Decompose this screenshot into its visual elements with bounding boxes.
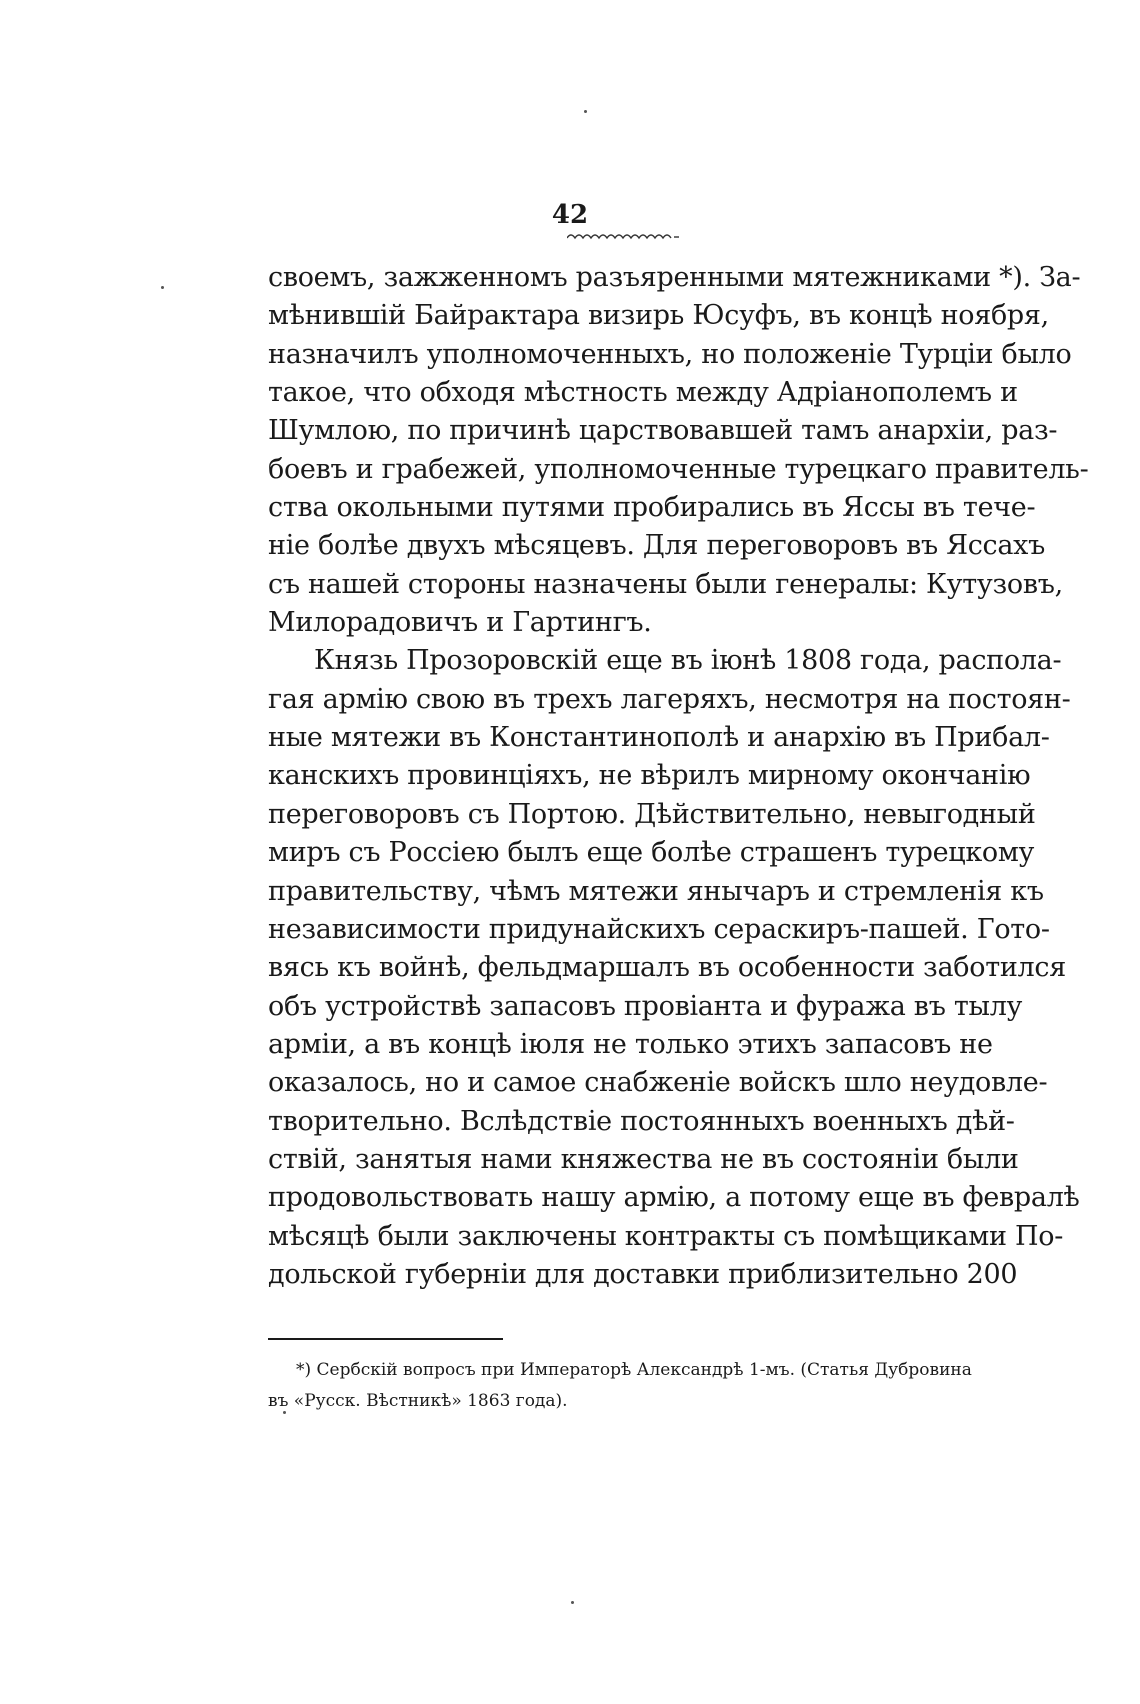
scan-speck	[161, 286, 164, 289]
text-line: дольской губерніи для доставки приблизительно 200	[268, 1258, 1018, 1290]
scan-speck	[584, 110, 587, 113]
page-number: 42	[551, 200, 589, 230]
text-line: ные мятежи въ Константинополѣ и анархію въ Прибал-	[268, 722, 1050, 754]
text-line: продовольствовать нашу армію, а потому еще въ февралѣ	[268, 1182, 1080, 1214]
text-line: мѣнившій Байрактара визирь Юсуфъ, въ концѣ ноября,	[268, 300, 1049, 332]
text-line: Милорадовичъ и Гартингъ.	[268, 607, 652, 639]
body-text	[268, 259, 1089, 1294]
footnote-line: *) Сербскій вопросъ при Императорѣ Александрѣ 1-мъ. (Статья Дубровина	[296, 1360, 972, 1380]
text-line: объ устройствѣ запасовъ провіанта и фуража въ тылу	[268, 990, 1023, 1022]
text-line: творительно. Вслѣдствіе постоянныхъ военныхъ дѣй-	[268, 1105, 1015, 1137]
text-line: гая армію свою въ трехъ лагеряхъ, несмотря на постоян-	[268, 683, 1071, 715]
text-line: съ нашей стороны назначены были генералы: Кутузовъ,	[268, 568, 1063, 600]
text-line: своемъ, зажженномъ разъяренными мятежниками *). За-	[268, 262, 1081, 293]
text-line: Шумлою, по причинѣ царствовавшей тамъ анархіи, раз-	[268, 415, 1058, 447]
footnote-line: въ «Русск. Вѣстникѣ» 1863 года).	[268, 1391, 568, 1411]
text-line: Князь Прозоровскій еще въ іюнѣ 1808 года, распола-	[314, 645, 1062, 677]
text-line: вясь къ войнѣ, фельдмаршалъ въ особенности заботился	[268, 952, 1066, 984]
text-line: оказалось, но и самое снабженіе войскъ шло неудовле-	[268, 1067, 1048, 1099]
text-line: такое, что обходя мѣстность между Адріанополемъ и	[268, 377, 1018, 409]
text-line: ства окольными путями пробирались въ Яссы въ тече-	[268, 492, 1036, 524]
text-line: назначилъ уполномоченныхъ, но положеніе Турціи было	[268, 338, 1072, 370]
text-line: миръ съ Россіею былъ еще болѣе страшенъ турецкому	[268, 837, 1035, 869]
text-line: переговоровъ съ Портою. Дѣйствительно, невыгодный	[268, 798, 1036, 830]
text-line: независимости придунайскихъ сераскиръ-пашей. Гото-	[268, 913, 1050, 945]
footnote	[268, 1355, 976, 1417]
text-line: боевъ и грабежей, уполномоченные турецкаго правитель-	[268, 453, 1089, 485]
text-line: правительству, чѣмъ мятежи янычаръ и стремленія къ	[268, 875, 1044, 907]
text-line: мѣсяцѣ были заключены контракты съ помѣщиками По-	[268, 1220, 1064, 1252]
text-line: арміи, а въ концѣ іюля не только этихъ запасовъ не	[268, 1028, 993, 1060]
text-line: ніе болѣе двухъ мѣсяцевъ. Для переговоровъ въ Яссахъ	[268, 530, 1045, 562]
scan-speck	[571, 1601, 574, 1604]
text-line: канскихъ провинціяхъ, не вѣрилъ мирному окончанію	[268, 760, 1031, 792]
footnote-divider	[268, 1338, 503, 1340]
text-line: ствій, занятыя нами княжества не въ состояніи были	[268, 1143, 1019, 1175]
wavy-ornament	[567, 230, 683, 242]
